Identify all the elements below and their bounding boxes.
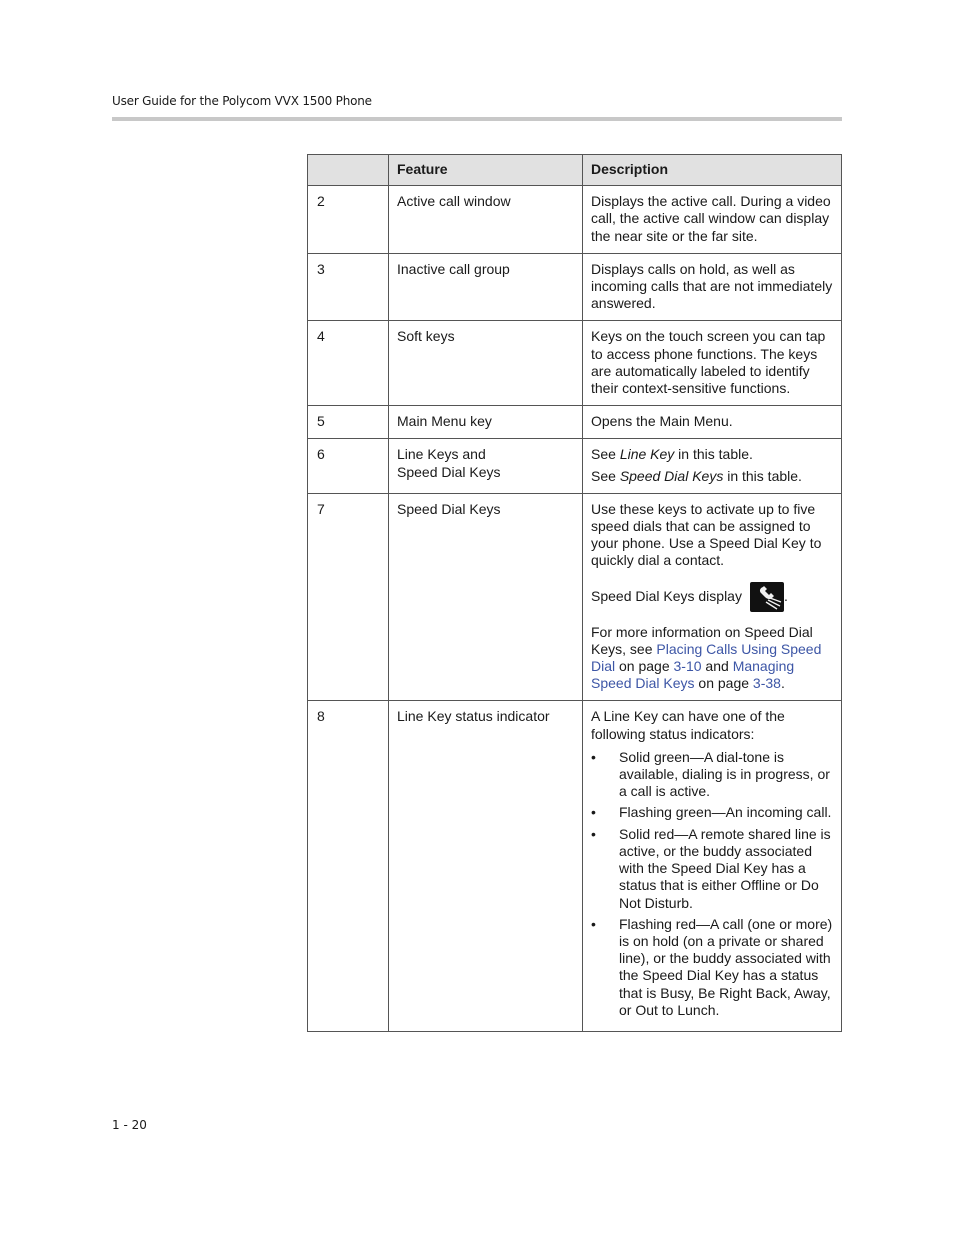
text: on page xyxy=(615,658,674,675)
table-row xyxy=(308,253,842,321)
row-description xyxy=(583,701,842,1031)
table-row xyxy=(308,701,842,1031)
text: See xyxy=(591,446,620,463)
row-feature: Main Menu key xyxy=(389,406,583,439)
header-rule xyxy=(112,117,842,121)
row-number: 6 xyxy=(308,439,389,493)
link-page-3-10[interactable]: 3-10 xyxy=(673,658,702,675)
link-placing-calls-speed-dial[interactable]: Placing Calls Using Speed Dial xyxy=(591,640,822,675)
row-feature: Active call window xyxy=(389,186,583,254)
feature-line: Speed Dial Keys xyxy=(397,463,501,480)
list-item: • Flashing green—An incoming call. xyxy=(591,804,833,821)
text: . xyxy=(783,588,788,605)
row-number: 8 xyxy=(308,701,389,1031)
row-feature xyxy=(389,439,583,493)
running-header: User Guide for the Polycom VVX 1500 Phone xyxy=(112,94,372,108)
speed-dial-more-info xyxy=(591,624,833,693)
column-header-description: Description xyxy=(583,155,842,186)
row-description xyxy=(583,493,842,701)
row-description: Opens the Main Menu. xyxy=(583,406,842,439)
table-row xyxy=(308,186,842,254)
feature-table xyxy=(307,154,842,1032)
text: in this table. xyxy=(674,446,753,463)
list-item: • Solid red—A remote shared line is active, or the buddy associated with the Speed Dial Key has a status that is either Offline or Do Not Disturb. xyxy=(591,826,833,912)
link-page-3-38[interactable]: 3-38 xyxy=(752,675,781,692)
list-item: • Flashing red—A call (one or more) is on hold (on a private or shared line), or the buddy associated with the Speed Dial Key has a status that is Busy, Be Right Back, Away, or Out to Lunch. xyxy=(591,916,833,1019)
column-header-number xyxy=(308,155,389,186)
cross-reference-line-key xyxy=(591,446,833,463)
text: and xyxy=(701,658,733,675)
row-number: 4 xyxy=(308,321,389,406)
speed-dial-icon xyxy=(750,582,784,612)
speed-dial-paragraph: Use these keys to activate up to five speed dials that can be assigned to your phone. Use a Speed Dial Key to quickly dial a contact. xyxy=(591,500,822,569)
table-row xyxy=(308,439,842,493)
table-row xyxy=(308,406,842,439)
feature-line: Line Keys and xyxy=(397,446,486,463)
table-header-row xyxy=(308,155,842,186)
text: . xyxy=(780,675,785,692)
table-row xyxy=(308,493,842,701)
text: in this table. xyxy=(723,467,802,484)
term-speed-dial-keys: Speed Dial Keys xyxy=(619,467,724,484)
column-header-feature: Feature xyxy=(389,155,583,186)
text: on page xyxy=(694,675,753,692)
row-description: Displays the active call. During a video call, the active call window can display the near site or the far site. xyxy=(583,186,842,254)
row-feature: Inactive call group xyxy=(389,253,583,321)
speed-dial-display-line xyxy=(591,582,833,612)
cross-reference-speed-dial xyxy=(591,468,833,485)
speed-dial-display-label: Speed Dial Keys display xyxy=(591,588,742,605)
term-line-key: Line Key xyxy=(619,446,675,463)
row-number: 2 xyxy=(308,186,389,254)
row-feature: Line Key status indicator xyxy=(389,701,583,1031)
text: For more information on Speed Dial Keys, see xyxy=(591,623,813,657)
row-number: 7 xyxy=(308,493,389,701)
row-feature: Soft keys xyxy=(389,321,583,406)
link-managing-speed-dial-keys[interactable]: Managing Speed Dial Keys xyxy=(591,658,795,692)
table-row xyxy=(308,321,842,406)
row-number: 5 xyxy=(308,406,389,439)
row-number: 3 xyxy=(308,253,389,321)
row-description xyxy=(583,439,842,493)
status-list xyxy=(591,749,833,1019)
status-intro: A Line Key can have one of the following status indicators: xyxy=(591,708,785,742)
row-description: Keys on the touch screen you can tap to access phone functions. The keys are automatically labeled to identify their context-sensitive functions. xyxy=(583,321,842,406)
page-number: 1 - 20 xyxy=(112,1118,147,1132)
text: See xyxy=(591,467,620,484)
row-feature: Speed Dial Keys xyxy=(389,493,583,701)
list-item: • Solid green—A dial-tone is available, dialing is in progress, or a call is active. xyxy=(591,749,833,801)
row-description: Displays calls on hold, as well as incoming calls that are not immediately answered. xyxy=(583,253,842,321)
